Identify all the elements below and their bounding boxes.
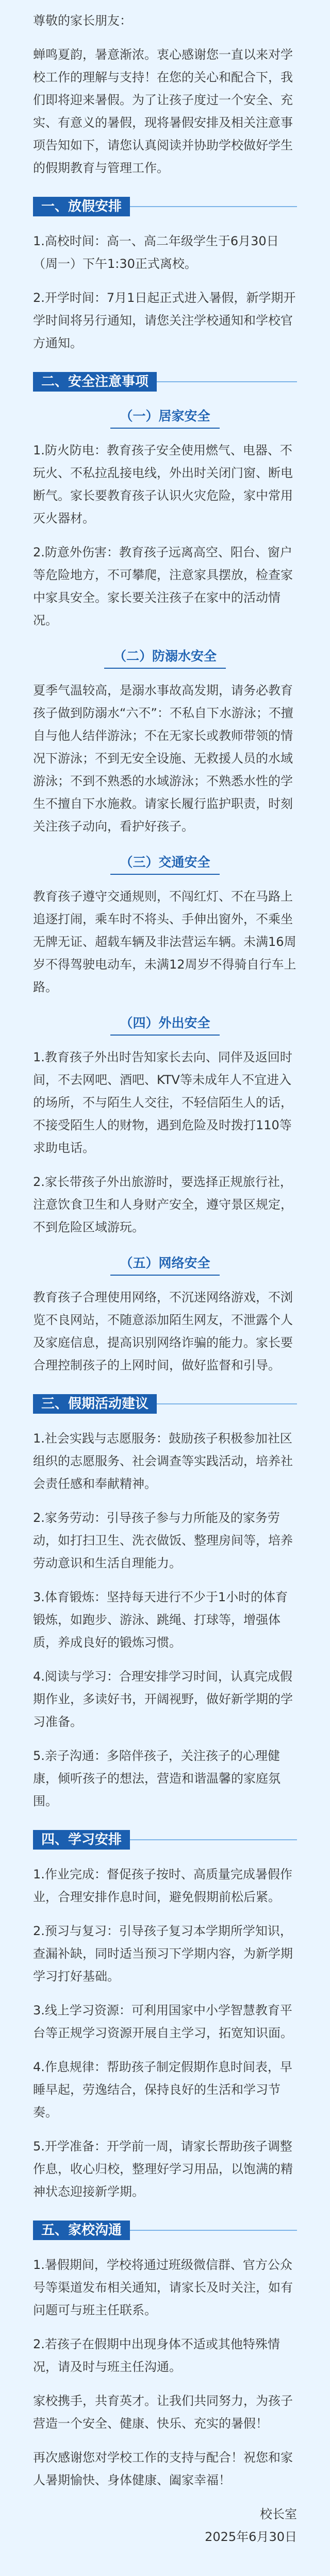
content: [33, 0, 297, 2548]
sub-title-text: （四）外出安全: [110, 1012, 219, 1036]
section-line: [157, 1403, 297, 1404]
paragraph: 5.开学准备：开学前一周，请家长帮助孩子调整作息，收心归校，整理好学习用品，以饱满的精神状态迎接新学期。: [33, 2139, 293, 2199]
sub-title: [33, 405, 297, 429]
section-bar-5: [33, 2221, 297, 2240]
paragraph: 1.社会实践与志愿服务：鼓励孩子积极参加社区组织的志愿服务、社会调查等实践活动，培养社会责任感和奉献精神。: [33, 1431, 293, 1491]
sub-title-text: （一）居家安全: [110, 405, 219, 429]
sub-title-text: （二）防溺水安全: [104, 645, 226, 669]
section-line: [130, 206, 297, 207]
paragraph: 4.作息规律：帮助孩子制定假期作息时间表，早睡早起，劳逸结合，保持良好的生活和学习节奏。: [33, 2060, 292, 2120]
sub-title: [33, 1012, 297, 1036]
paragraph: 夏季气温较高，是溺水事故高发期，请务必教育孩子做到防溺水“六不”：不私自下水游泳；不擅自与他人结伴游泳；不在无家长或教师带领的情况下游泳；不到无安全设施、无救援人员的水域游泳；不到不熟悉的水域游泳；不熟悉水性的学生不擅自下水施救。请家长履行监护职责，时刻关注孩子动向，看护好孩子。: [33, 683, 293, 834]
paragraph: 3.线上学习资源：可利用国家中小学智慧教育平台等正规学习资源开展自主学习，拓宽知识面。: [33, 2003, 293, 2040]
paragraph: 2.家务劳动：引导孩子参与力所能及的家务劳动，如打扫卫生、洗衣做饭、整理房间等，培养劳动意识和生活自理能力。: [33, 1511, 293, 1570]
section-title: 五、家校沟通: [33, 2221, 130, 2240]
section-bar-3: [33, 1394, 297, 1414]
paragraph: 5.亲子沟通：多陪伴孩子，关注孩子的心理健康，倾听孩子的想法，营造和谐温馨的家庭氛围。: [33, 1749, 280, 1808]
paragraph: 家校携手，共育英才。让我们共同努力，为孩子营造一个安全、健康、快乐、充实的暑假！: [33, 2394, 293, 2431]
sub-title-text: （五）网络安全: [110, 1252, 219, 1276]
paragraph: 4.阅读与学习：合理安排学习时间，认真完成假期作业，多读好书，开阔视野，做好新学期的学习准备。: [33, 1669, 293, 1729]
section-bar-4: [33, 1830, 297, 1850]
paragraph: 2.预习与复习：引导孩子复习本学期所学知识，查漏补缺，同时适当预习下学期内容，为新学期学习打好基础。: [33, 1924, 293, 1984]
paragraph: 1.高校时间：高一、高二年级学生于6月30日（周一）下午1:30正式离校。: [33, 234, 279, 271]
paragraph: 教育孩子合理使用网络，不沉迷网络游戏，不浏览不良网站，不随意添加陌生网友，不泄露个人及家庭信息，提高识别网络诈骗的能力。家长要合理控制孩子的上网时间，做好监督和引导。: [33, 1290, 293, 1372]
paragraph: 3.体育锻炼：坚持每天进行不少于1小时的体育锻炼，如跑步、游泳、跳绳、打球等，增强体质，养成良好的锻炼习惯。: [33, 1590, 288, 1650]
sub-title: [33, 645, 297, 669]
paragraph: 1.防火防电：教育孩子安全使用燃气、电器、不玩火、不私拉乱接电线，外出时关闭门窗、断电断气。家长要教育孩子认识火灾危险，家中常用灭火器材。: [33, 443, 293, 526]
paragraph: 教育孩子遵守交通规则，不闯红灯、不在马路上追逐打闹，乘车时不将头、手伸出窗外，不乘坐无牌无证、超载车辆及非法营运车辆。未满16周岁不得驾驶电动车，未满12周岁不得骑自行车上路。: [33, 889, 296, 994]
section-line: [157, 381, 297, 382]
sub-title: [33, 1252, 297, 1276]
greeting: 尊敬的家长朋友：: [33, 13, 132, 28]
paragraph: 1.暑假期间，学校将通过班级微信群、官方公众号等渠道发布相关通知，请家长及时关注，如有问题可与班主任联系。: [33, 2258, 293, 2317]
closing-paragraph: 再次感谢您对学校工作的支持与配合！祝您和家人暑期愉快、身体健康、阖家幸福！: [33, 2450, 293, 2487]
paragraph: 2.家长带孩子外出旅游时，要选择正规旅行社，注意饮食卫生和人身财产安全，遵守景区规定，不到危险区域游玩。: [33, 1175, 293, 1234]
section-title: 二、安全注意事项: [33, 372, 157, 392]
section-title: 一、放假安排: [33, 197, 130, 216]
paragraph: 2.若孩子在假期中出现身体不适或其他特殊情况，请及时与班主任沟通。: [33, 2337, 280, 2374]
section-line: [130, 1839, 297, 1840]
paragraph: 2.防意外伤害：教育孩子远离高空、阳台、窗户等危险地方，不可攀爬，注意家具摆放，检查家中家具安全。家长要关注孩子在家中的活动情况。: [33, 545, 293, 628]
section-line: [130, 2230, 297, 2231]
section-bar-2: [33, 372, 297, 392]
section-title: 四、学习安排: [33, 1830, 130, 1850]
signature-date: 2025年6月30日: [205, 2530, 297, 2544]
paragraph: 2.开学时间：7月1日起正式进入暑假，新学期开学时间将另行通知，请您关注学校通知和学校官方通知。: [33, 291, 296, 350]
intro-paragraph: 蝉鸣夏韵，暑意渐浓。衷心感谢您一直以来对学校工作的理解与支持！在您的关心和配合下，我们即将迎来暑假。为了让孩子度过一个安全、充实、有意义的暑假，现将暑假安排及相关注意事项告知如下，请您认真阅读并协助学校做好学生的假期教育与管理工作。: [33, 47, 293, 175]
sub-title: [33, 851, 297, 875]
sub-title-text: （三）交通安全: [110, 851, 219, 875]
signature-school: 校长室: [260, 2507, 297, 2521]
paragraph: 1.作业完成：督促孩子按时、高质量完成暑假作业，合理安排作息时间，避免假期前松后紧。: [33, 1867, 292, 1904]
section-bar-1: [33, 197, 297, 216]
section-title: 三、假期活动建议: [33, 1394, 157, 1414]
paragraph: 1.教育孩子外出时告知家长去向、同伴及返回时间，不去网吧、酒吧、KTV等未成年人不宜进入的场所，不与陌生人交往，不轻信陌生人的话，不接受陌生人的财物，遇到危险及时拨打110等求助电话。: [33, 1050, 293, 1155]
